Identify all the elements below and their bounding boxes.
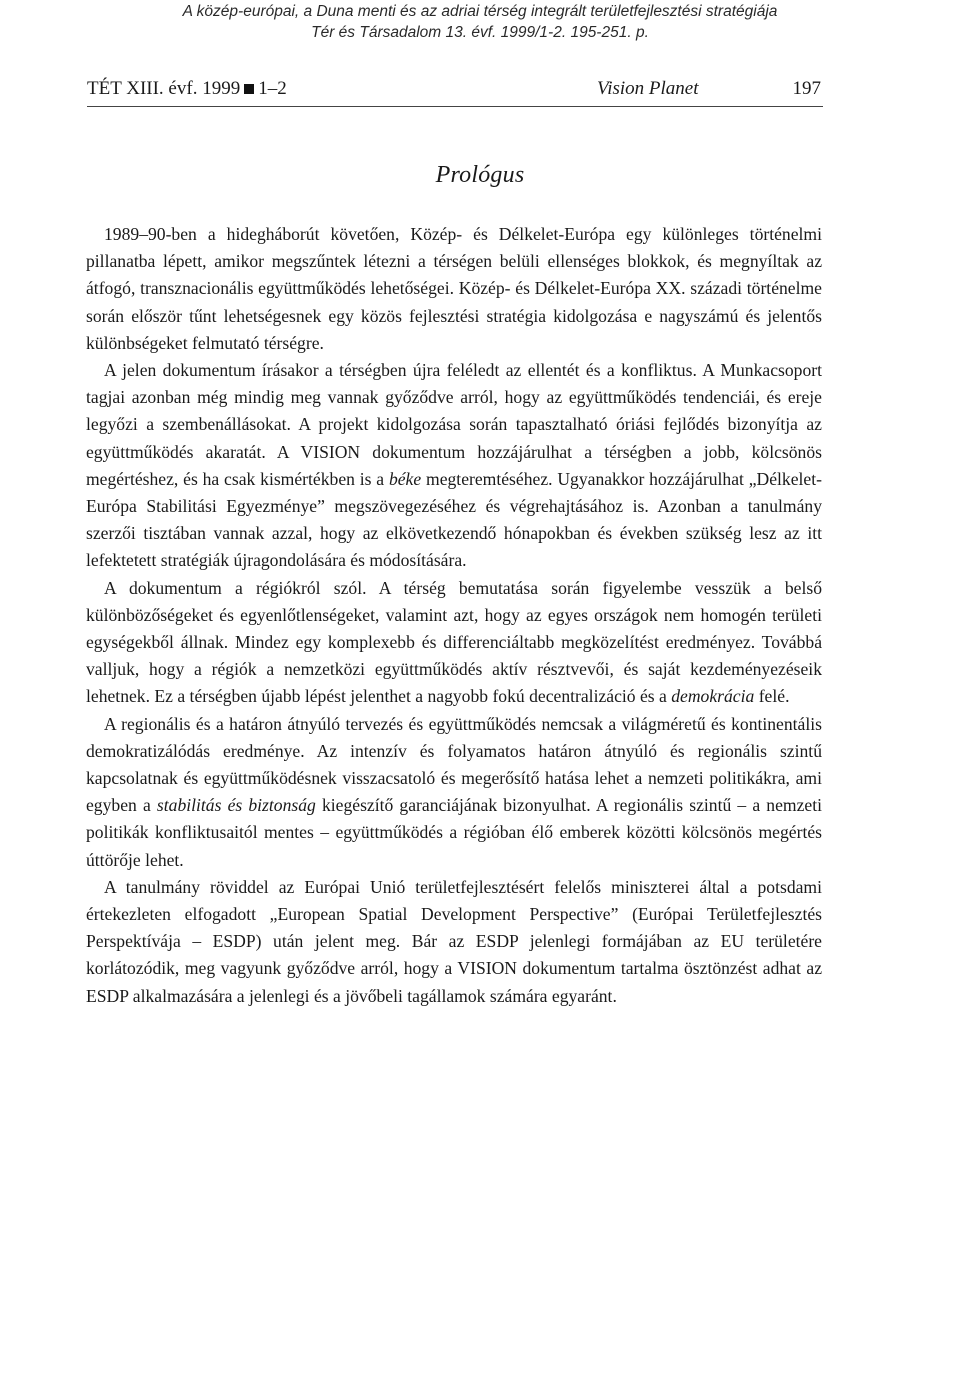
paragraph-5: [86, 874, 822, 1010]
journal-issue: [87, 78, 287, 100]
paragraph-2: [86, 357, 822, 575]
banner-line-citation: Tér és Társadalom 13. évf. 1999/1-2. 195-251. p.: [311, 24, 649, 41]
paragraph-2-emphasis: béke: [388, 468, 422, 489]
body-text: [86, 221, 822, 1010]
paragraph-4-text: A regionális és a határon átnyúló tervezés és együttműködés nemcsak a világméretű és kontinentális demokratizálódás eredménye. Az intenzív és folyamatos határon átnyúló és regionális szintű kapcsolatnak és együttműködésnek visszacsatoló és megerősítő hatása lehet a nemzeti politikákra, ami egyben a: [86, 713, 822, 816]
running-title: Vision Planet: [597, 78, 699, 99]
page-number: 197: [792, 78, 821, 99]
paragraph-1-text: 1989–90-ben a hidegháborút követően, Közép- és Délkelet-Európa egy különleges történelmi pillanatba lépett, amikor megszűntek létezni a térségen belüli ellenséges blokkok, és megnyíltak az átfogó, transznacionális együttműködés lehetőségei. Közép- és Délkelet-Európa XX. századi történelme során először tűnt lehetségesnek egy közös fejlesztési stratégia kidolgozása e nagyszámú és jelentős különbségeket felmutató térségre.: [86, 224, 822, 353]
black-square-icon: [244, 84, 254, 94]
document-banner: [0, 0, 960, 43]
paragraph-1: [86, 221, 822, 357]
paragraph-3-tail: felé.: [758, 686, 790, 707]
paragraph-2-text: A jelen dokumentum írásakor a térségben újra feléledt az ellentét és a konfliktus. A Munkacsoport tagjai azonban még mindig meg vannak győződve arról, hogy az együttműködés tendenciái, és ereje legyőzi a szembenállásokat. A projekt kidolgozása során tapasztalható óriási fejlődés bizonyítja az együttműködés akaratát. A VISION dokumentum hozzájárulhat a térségben a jobb, kölcsönös megértéshez, és ha csak kismértékben is a: [86, 360, 822, 489]
banner-line-title: A közép-európai, a Duna menti és az adriai térség integrált területfejlesztési stratégiája: [182, 3, 778, 20]
paragraph-3: [86, 575, 822, 711]
paragraph-5-text: A tanulmány röviddel az Európai Unió területfejlesztésért felelős miniszterei által a potsdami értekezleten elfogadott „European Spatial Development Perspective” (Európai Területfejlesztés Perspektívája – ESDP) után jelent meg. Bár az ESDP jelenlegi formájában az EU területére korlátozódik, meg vagyunk győződve arról, hogy a VISION dokumentum tartalma ösztönzést adhat az ESDP alkalmazására a jelenlegi és a jövőbeli tagállamok számára egyaránt.: [86, 876, 822, 1006]
paragraph-3-emphasis: demokrácia: [671, 686, 755, 707]
section-title: Prológus: [435, 162, 525, 188]
paragraph-4: [86, 711, 822, 874]
running-head: [87, 76, 823, 107]
journal-issue-number: 1–2: [258, 78, 287, 99]
paragraph-4-emphasis: stabilitás és biztonság: [156, 795, 316, 816]
paragraph-2-tail: megteremtéséhez. Ugyanakkor hozzájárulhat „Délkelet-Európa Stabilitási Egyezménye” megszövegezéséhez és végrehajtásához is. Azonban a tanulmány szerzői tisztában vannak azzal, hogy az elkövetkezendő hónapokban és években szükség lesz az itt lefektetett stratégiák újragondolására és módosítására.: [86, 468, 822, 571]
paragraph-3-text: A dokumentum a régiókról szól. A térség bemutatása során figyelembe vesszük a belső különbözőségeket és egyenlőtlenségeket, valamint azt, hogy az egyes országok nem homogén területi egységekből állnak. Mindez egy komplexebb és differenciáltabb megközelítést eredményez. Továbbá valljuk, hogy a régiók a nemzetközi együttműködés aktív résztvevői, és saját kezdeményezéseik lehetnek. Ez a térségben újabb lépést jelenthet a nagyobb fokú decentralizáció és a: [86, 577, 822, 707]
paragraph-4-tail: kiegészítő garanciájának bizonyulhat. A regionális szintű – a nemzeti politikák konfliktusaitól mentes – együttműködés a régióban élő emberek közötti kölcsönös megértés úttörője lehet.: [86, 795, 822, 870]
journal-issue-year: TÉT XIII. évf. 1999: [87, 78, 241, 99]
